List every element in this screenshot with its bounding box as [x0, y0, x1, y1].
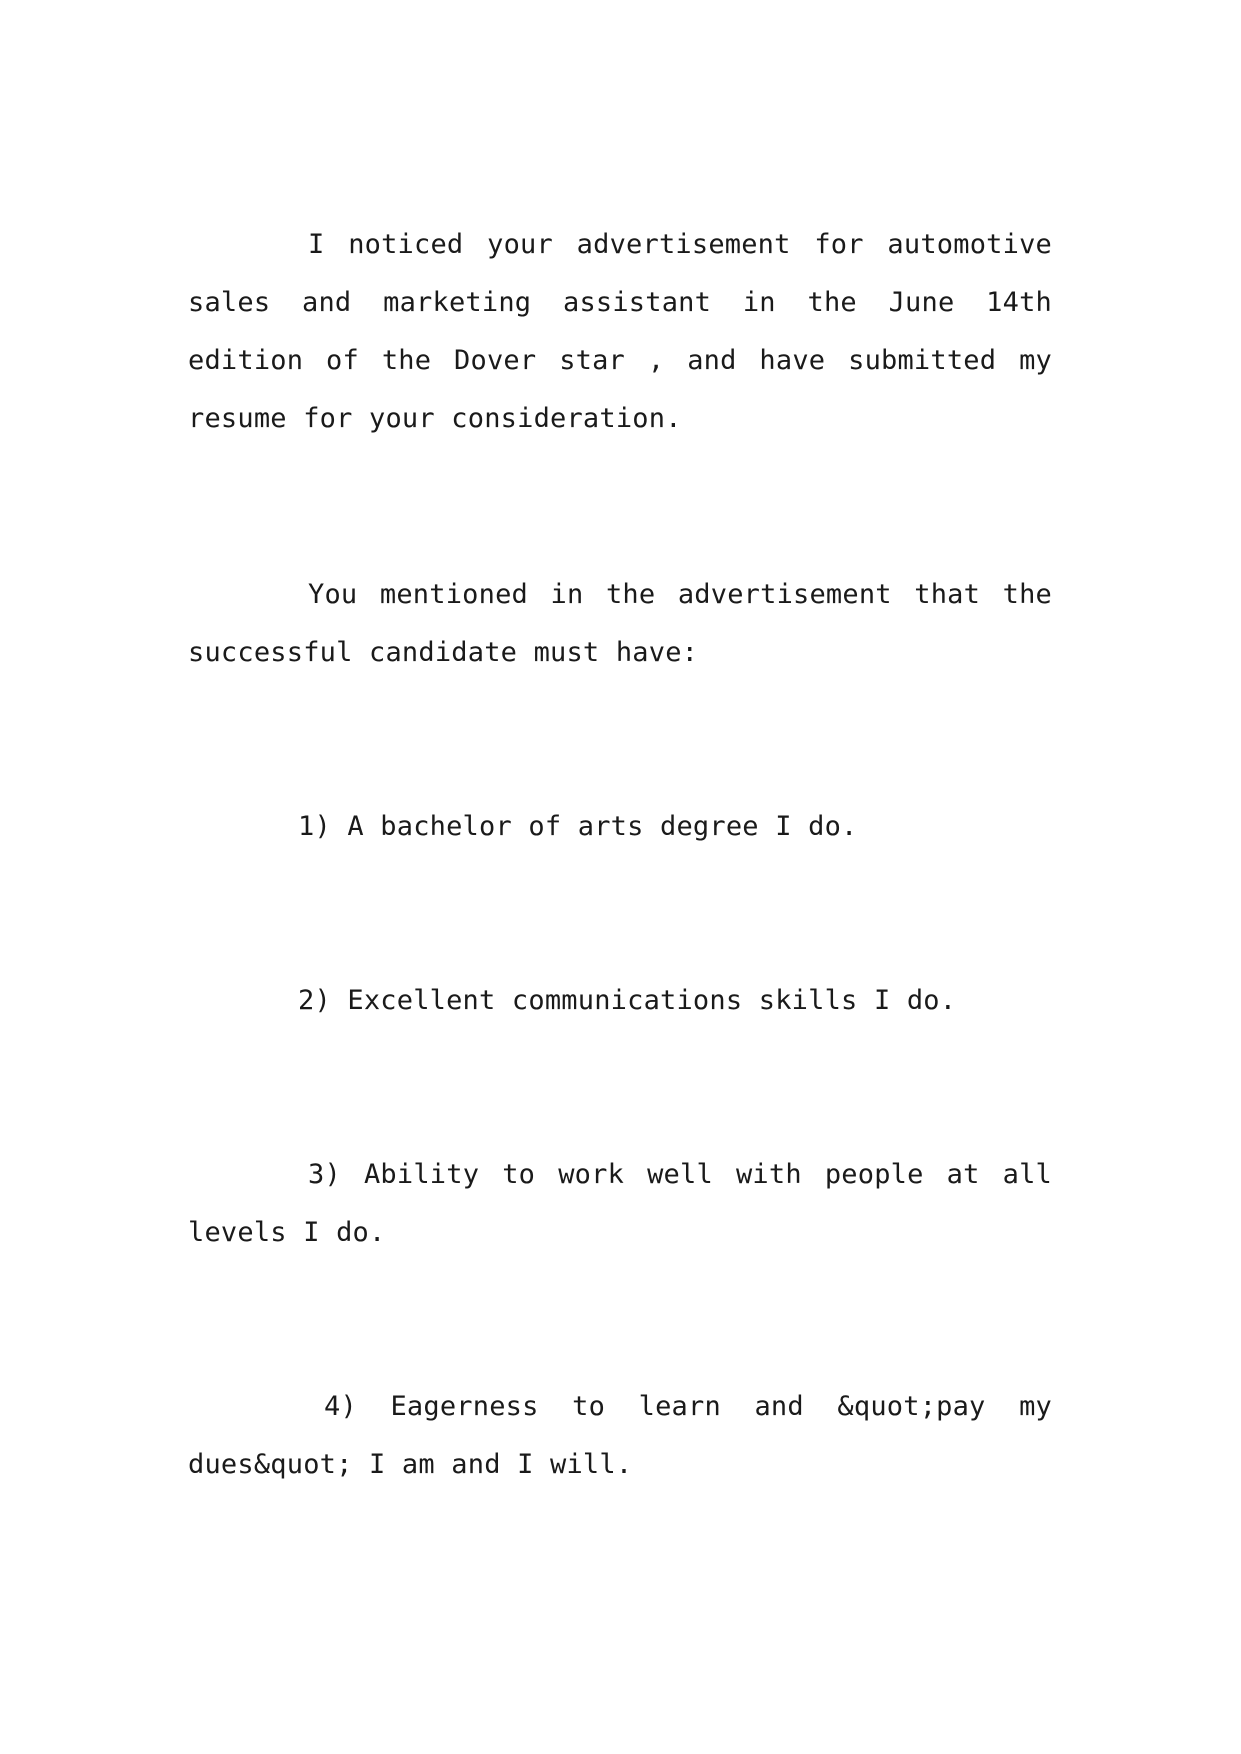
paragraph-intro: I noticed your advertisement for automotive sales and marketing assistant in the June 14th edition of the Dover star , and have submitted my resume for your consideration. [188, 229, 1052, 434]
list-item-communication: 2) Excellent communications skills I do. [298, 985, 957, 1016]
list-item-teamwork: 3) Ability to work well with people at all levels I do. [188, 1159, 1052, 1248]
paragraph-requirements-intro: You mentioned in the advertisement that the successful candidate must have: [188, 579, 1052, 668]
list-item-eagerness: 4) Eagerness to learn and &quot;pay my dues&quot; I am and I will. [188, 1391, 1052, 1480]
list-item-degree: 1) A bachelor of arts degree I do. [298, 811, 858, 842]
